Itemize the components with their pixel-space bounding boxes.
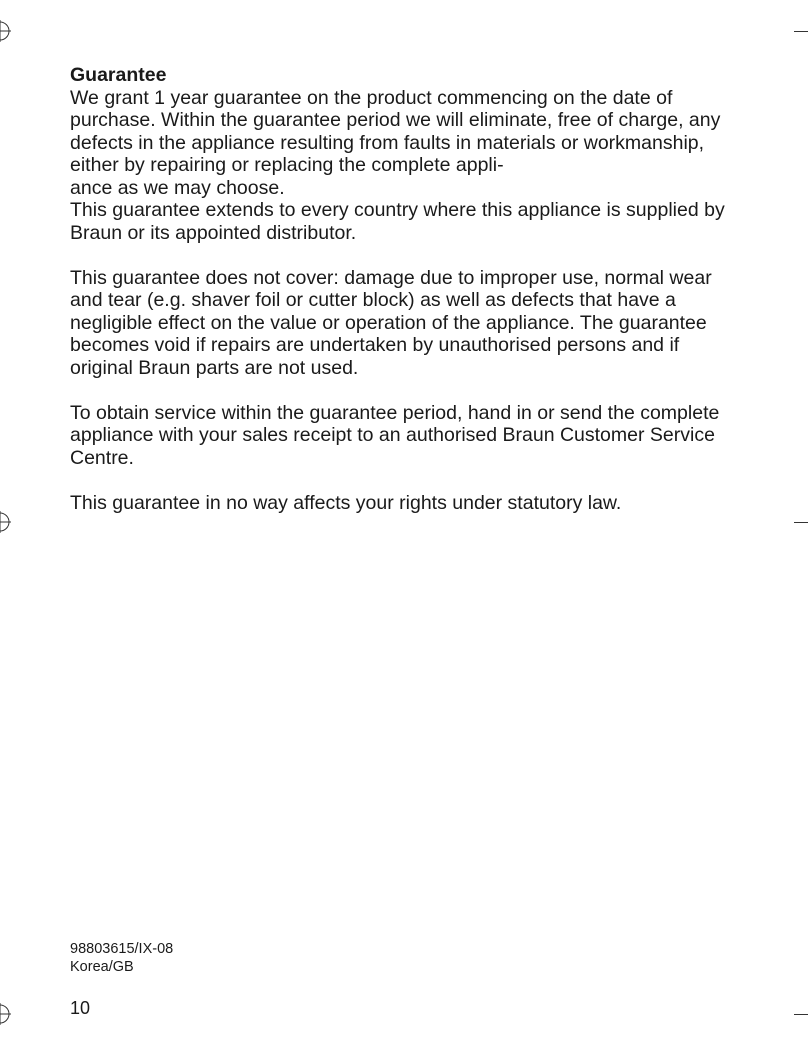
document-footer: [70, 940, 173, 976]
text-line: We grant 1 year guarantee on the product commencing on the date of: [70, 86, 673, 109]
text-line: This guarantee extends to every country where this appliance is supplied by: [70, 199, 725, 221]
page-number: 10: [70, 998, 91, 1018]
text-line: and tear (e.g. shaver foil or cutter block) as well as defects that have a: [70, 289, 676, 311]
text-line: purchase. Within the guarantee period we will eliminate, free of charge, any: [70, 109, 721, 131]
text-line: either by repairing or replacing the complete appli-: [70, 154, 504, 176]
crop-mark-top-right: [794, 31, 808, 32]
text-line: becomes void if repairs are undertaken by unauthorised persons and if: [70, 334, 680, 356]
text-line: Braun or its appointed distributor.: [70, 221, 357, 244]
text-line: ance as we may choose.: [70, 176, 285, 199]
text-line: negligible effect on the value or operation of the appliance. The guarantee: [70, 311, 707, 334]
paragraph-coverage: [70, 87, 770, 245]
text-line: Centre.: [70, 446, 134, 469]
crop-mark-bottom-right: [794, 1014, 808, 1015]
registration-mark-bottom-left: [0, 1003, 11, 1025]
paragraph-service: [70, 402, 770, 470]
paragraph-exclusions: [70, 267, 770, 380]
text-line: This guarantee does not cover: damage due to improper use, normal wear: [70, 266, 712, 289]
text-line: This guarantee in no way affects your rights under statutory law.: [70, 491, 622, 514]
registration-mark-middle-left: [0, 511, 11, 533]
guarantee-section: [70, 64, 770, 514]
document-region: Korea/GB: [70, 959, 134, 975]
text-line: appliance with your sales receipt to an authorised Braun Customer Service: [70, 424, 715, 446]
text-line: To obtain service within the guarantee period, hand in or send the complete: [70, 401, 720, 424]
document-code: 98803615/IX-08: [70, 941, 174, 957]
paragraph-statutory: [70, 492, 770, 515]
registration-mark-top-left: [0, 20, 11, 42]
crop-mark-middle-right: [794, 522, 808, 523]
text-line: defects in the appliance resulting from faults in materials or workmanship,: [70, 131, 705, 154]
text-line: original Braun parts are not used.: [70, 356, 359, 379]
section-heading: Guarantee: [70, 64, 167, 86]
